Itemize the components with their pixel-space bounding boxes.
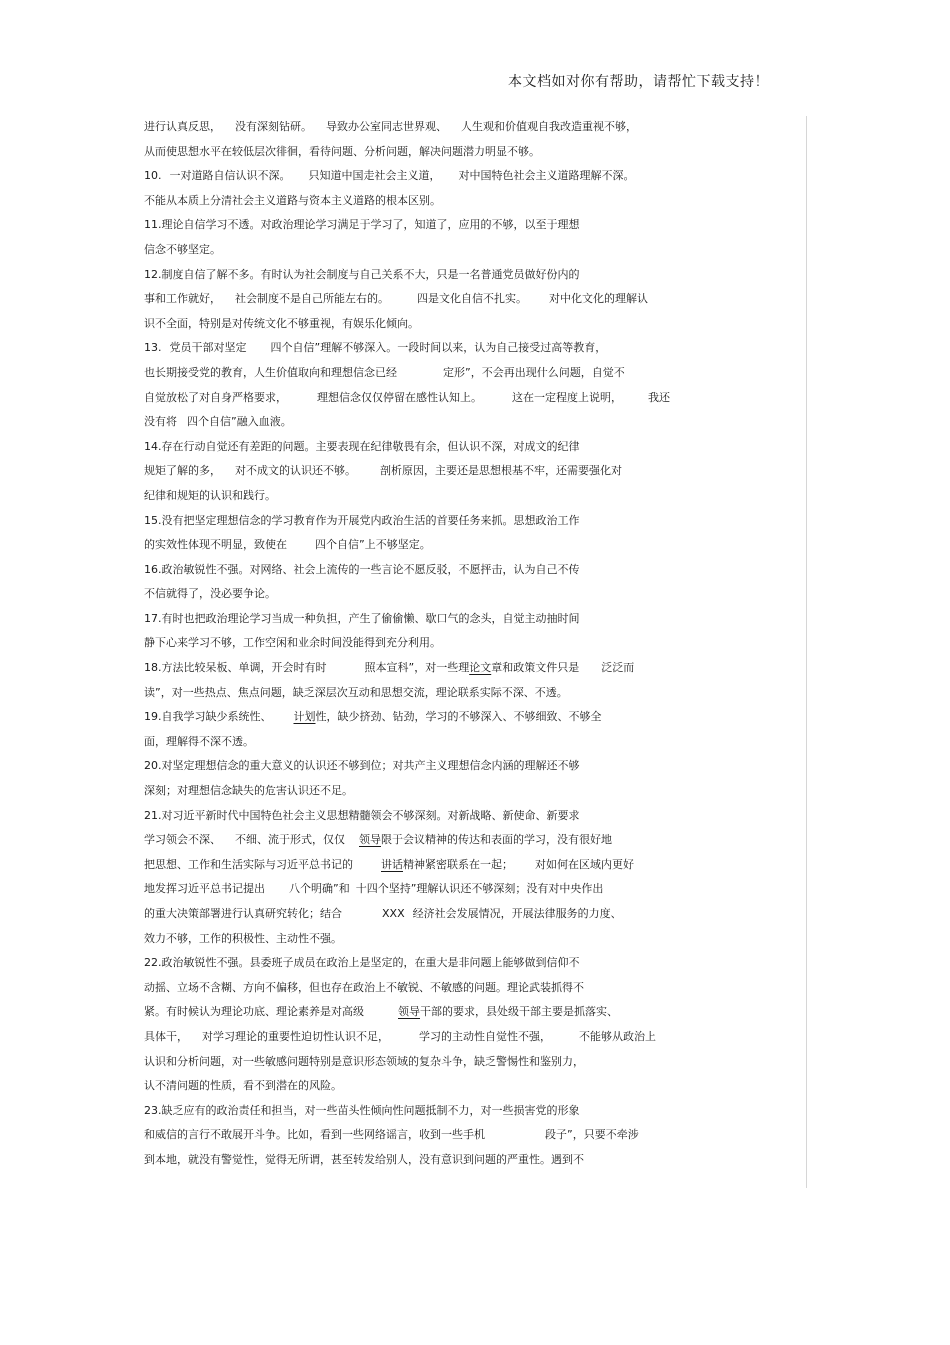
text-line: 纪律和规矩的认识和践行。 (144, 488, 276, 502)
text-line: 10. 一对道路自信认识不深。 只知道中国走社会主义道， 对中国特色社会主义道路理解不深。 (144, 169, 635, 183)
document-body (144, 115, 806, 1173)
text-line: 读”，对一些热点、焦点问题，缺乏深层次互动和思想交流，理论联系实际不深、不透。 (144, 685, 568, 699)
underlined-term: 讲话 (381, 857, 403, 871)
underlined-term: 领导 (398, 1005, 420, 1019)
text-line: 不信就得了，没必要争论。 (144, 587, 276, 601)
text-line: 信念不够坚定。 (144, 242, 221, 256)
text-line: 深刻；对理想信念缺失的危害认识还不足。 (144, 784, 353, 798)
text-line: 具体干， 对学习理论的重要性迫切性认识不足， 学习的主动性自觉性不强， 不能够从政治上 (144, 1029, 656, 1043)
text-line: 识不全面，特别是对传统文化不够重视，有娱乐化倾向。 (144, 316, 419, 330)
text-line: 的实效性体现不明显，致使在 四个自信”上不够坚定。 (144, 538, 431, 552)
text-line: 不能从本质上分清社会主义道路与资本主义道路的根本区别。 (144, 193, 441, 207)
text-line: 事和工作就好， 社会制度不是自己所能左右的。 四是文化自信不扎实。 对中化文化的理解认 (144, 292, 648, 306)
underlined-term: 计划 (293, 710, 316, 724)
text-line: 到本地，就没有警觉性，觉得无所谓，甚至转发给别人，没有意识到问题的严重性。遇到不 (144, 1152, 584, 1166)
text-line: 从而使思想水平在较低层次徘徊，看待问题、分析问题，解决问题潜力明显不够。 (144, 144, 540, 158)
header-note: 本文档如对你有帮助，请帮忙下载支持！ (508, 74, 769, 90)
text-line: 12.制度自信了解不多。有时认为社会制度与自己关系不大，只是一名普通党员做好份内的 (144, 267, 580, 281)
text-line: 把思想、工作和生活实际与习近平总书记的 讲话精神紧密联系在一起； 对如何在区域内更好 (144, 857, 634, 871)
text-line: 学习领会不深、 不细、流于形式，仅仅 领导限于会议精神的传达和表面的学习，没有很好地 (144, 833, 612, 847)
text-line: 22.政治敏锐性不强。县委班子成员在政治上是坚定的，在重大是非问题上能够做到信仰不 (144, 956, 580, 970)
text-line: 静下心来学习不够，工作空闲和业余时间没能得到充分利用。 (144, 636, 441, 650)
underlined-term: 领导 (359, 833, 381, 847)
text-line: 23.缺乏应有的政治责任和担当，对一些苗头性倾向性问题抵制不力，对一些损害党的形象 (144, 1103, 580, 1117)
text-line: 13. 党员干部对坚定 四个自信”理解不够深入。一段时间以来，认为自己接受过高等教育， (144, 341, 607, 355)
underlined-term: 论文 (469, 661, 492, 675)
text-line: 19.自我学习缺少系统性、 计划性，缺少挤劲、钻劲，学习的不够深入、不够细致、不够全 (144, 710, 602, 724)
text-line: 动摇、立场不含糊、方向不偏移，但也存在政治上不敏锐、不敏感的问题。理论武装抓得不 (144, 980, 584, 994)
text-line: 规矩了解的多， 对不成文的认识还不够。 剖析原因，主要还是思想根基不牢，还需要强化对 (144, 464, 622, 478)
text-line: 地发挥习近平总书记提出 八个明确”和 十四个坚持”理解认识还不够深刻；没有对中央作出 (144, 882, 604, 896)
text-line: 也长期接受党的教育，人生价值取向和理想信念已经 定形”，不会再出现什么问题，自觉不 (144, 365, 625, 379)
text-line: 18.方法比较呆板、单调，开会时有时 照本宣科”，对一些理论文章和政策文件只是 泛泛而 (144, 661, 635, 675)
text-line: 21.对习近平新时代中国特色社会主义思想精髓领会不够深刻。对新战略、新使命、新要求 (144, 808, 580, 822)
text-line: 面，理解得不深不透。 (144, 734, 254, 748)
text-line: 15.没有把坚定理想信念的学习教育作为开展党内政治生活的首要任务来抓。思想政治工作 (144, 513, 580, 527)
text-line: 认不清问题的性质，看不到潜在的风险。 (144, 1079, 342, 1093)
text-line: 认识和分析问题，对一些敏感问题特别是意识形态领域的复杂斗争，缺乏警惕性和鉴别力， (144, 1054, 584, 1068)
text-line: 没有将 四个自信”融入血液。 (144, 415, 292, 429)
text-line: 自觉放松了对自身严格要求， 理想信念仅仅停留在感性认知上。 这在一定程度上说明， 我还 (144, 390, 670, 404)
text-line: 的重大决策部署进行认真研究转化；结合 XXX 经济社会发展情况，开展法律服务的力度、 (144, 907, 622, 920)
text-line: 16.政治敏锐性不强。对网络、社会上流传的一些言论不愿反驳，不愿抨击，认为自己不传 (144, 562, 580, 576)
margin-rule (806, 116, 807, 1188)
text-line: 20.对坚定理想信念的重大意义的认识还不够到位；对共产主义理想信念内涵的理解还不够 (144, 759, 580, 773)
text-line: 紧。有时候认为理论功底、理论素养是对高级 领导干部的要求，县处级干部主要是抓落实、 (144, 1005, 618, 1019)
text-line: 和威信的言行不敢展开斗争。比如，看到一些网络谣言，收到一些手机 段子”，只要不牵涉 (144, 1128, 639, 1142)
text-line: 效力不够，工作的积极性、主动性不强。 (144, 931, 342, 945)
text-line: 进行认真反思， 没有深刻钻研。 导致办公室同志世界观、 人生观和价值观自我改造重视不够， (144, 120, 637, 133)
text-line: 17.有时也把政治理论学习当成一种负担，产生了偷偷懒、歇口气的念头，自觉主动抽时间 (144, 611, 580, 625)
text-line: 14.存在行动自觉还有差距的问题。主要表现在纪律敬畏有余，但认识不深，对成文的纪律 (144, 439, 580, 453)
text-line: 11.理论自信学习不透。对政治理论学习满足于学习了，知道了，应用的不够，以至于理想 (144, 218, 580, 232)
